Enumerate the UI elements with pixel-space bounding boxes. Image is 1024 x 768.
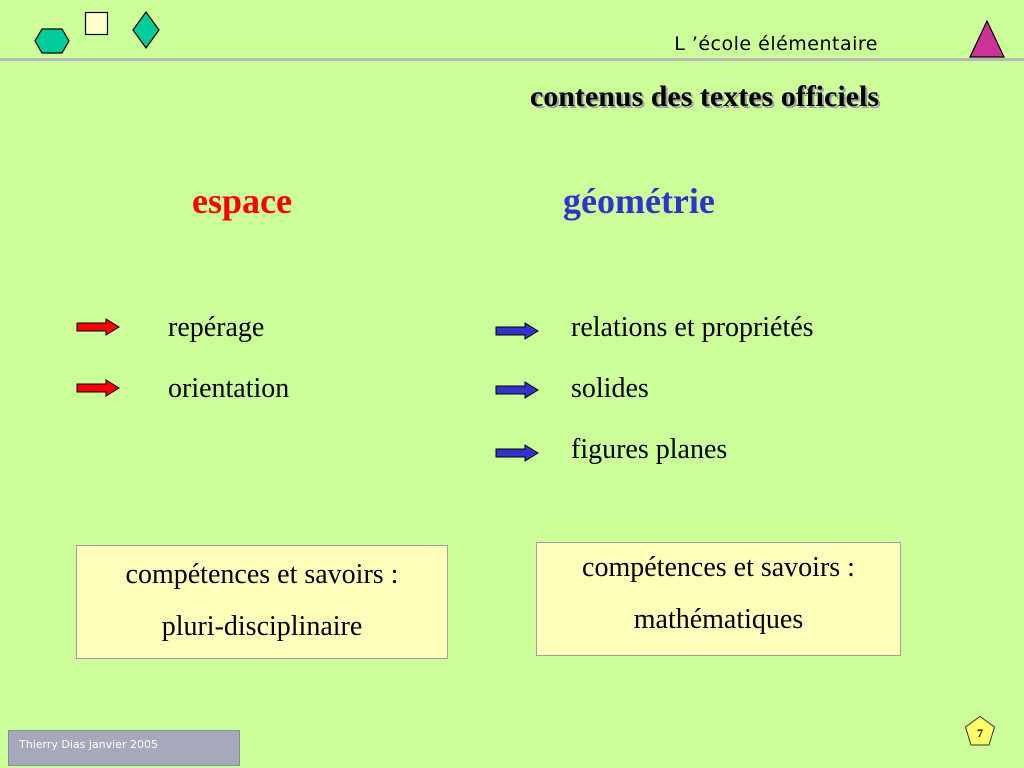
header-title: L ’école élémentaire (674, 33, 878, 55)
page-badge (964, 715, 996, 747)
red-arrow-icon (76, 318, 120, 336)
diamond-icon (131, 11, 161, 49)
footer-author-box (8, 730, 240, 766)
box-pluri-disciplinaire (76, 545, 448, 659)
blue-arrow-icon (495, 381, 539, 399)
triangle-icon (968, 19, 1006, 59)
hexagon-icon (33, 27, 71, 55)
list-item-solides: solides (571, 373, 649, 404)
footer-author: Thierry Dias janvier 2005 (19, 738, 158, 751)
blue-arrow-icon (495, 444, 539, 462)
box-left-line1: compétences et savoirs : (125, 559, 399, 590)
box-left-line2: pluri-disciplinaire (161, 611, 363, 642)
heading-espace: espace (192, 181, 292, 221)
red-arrow-icon (76, 379, 120, 397)
blue-arrow-icon (495, 322, 539, 340)
list-item-reperage: repérage (168, 312, 265, 343)
header-divider (0, 58, 1024, 61)
square-icon (84, 11, 110, 37)
list-item-figures-planes: figures planes (571, 434, 728, 465)
heading-geometrie: géométrie (563, 181, 715, 221)
list-item-relations: relations et propriétés (571, 312, 814, 343)
box-right-line1: compétences et savoirs : (582, 552, 855, 583)
box-right-line2: mathématiques (633, 604, 804, 635)
main-title: contenus des textes officiels (529, 80, 879, 113)
box-mathematiques (536, 542, 901, 656)
list-item-orientation: orientation (168, 373, 290, 404)
page-number: 7 (977, 726, 983, 740)
